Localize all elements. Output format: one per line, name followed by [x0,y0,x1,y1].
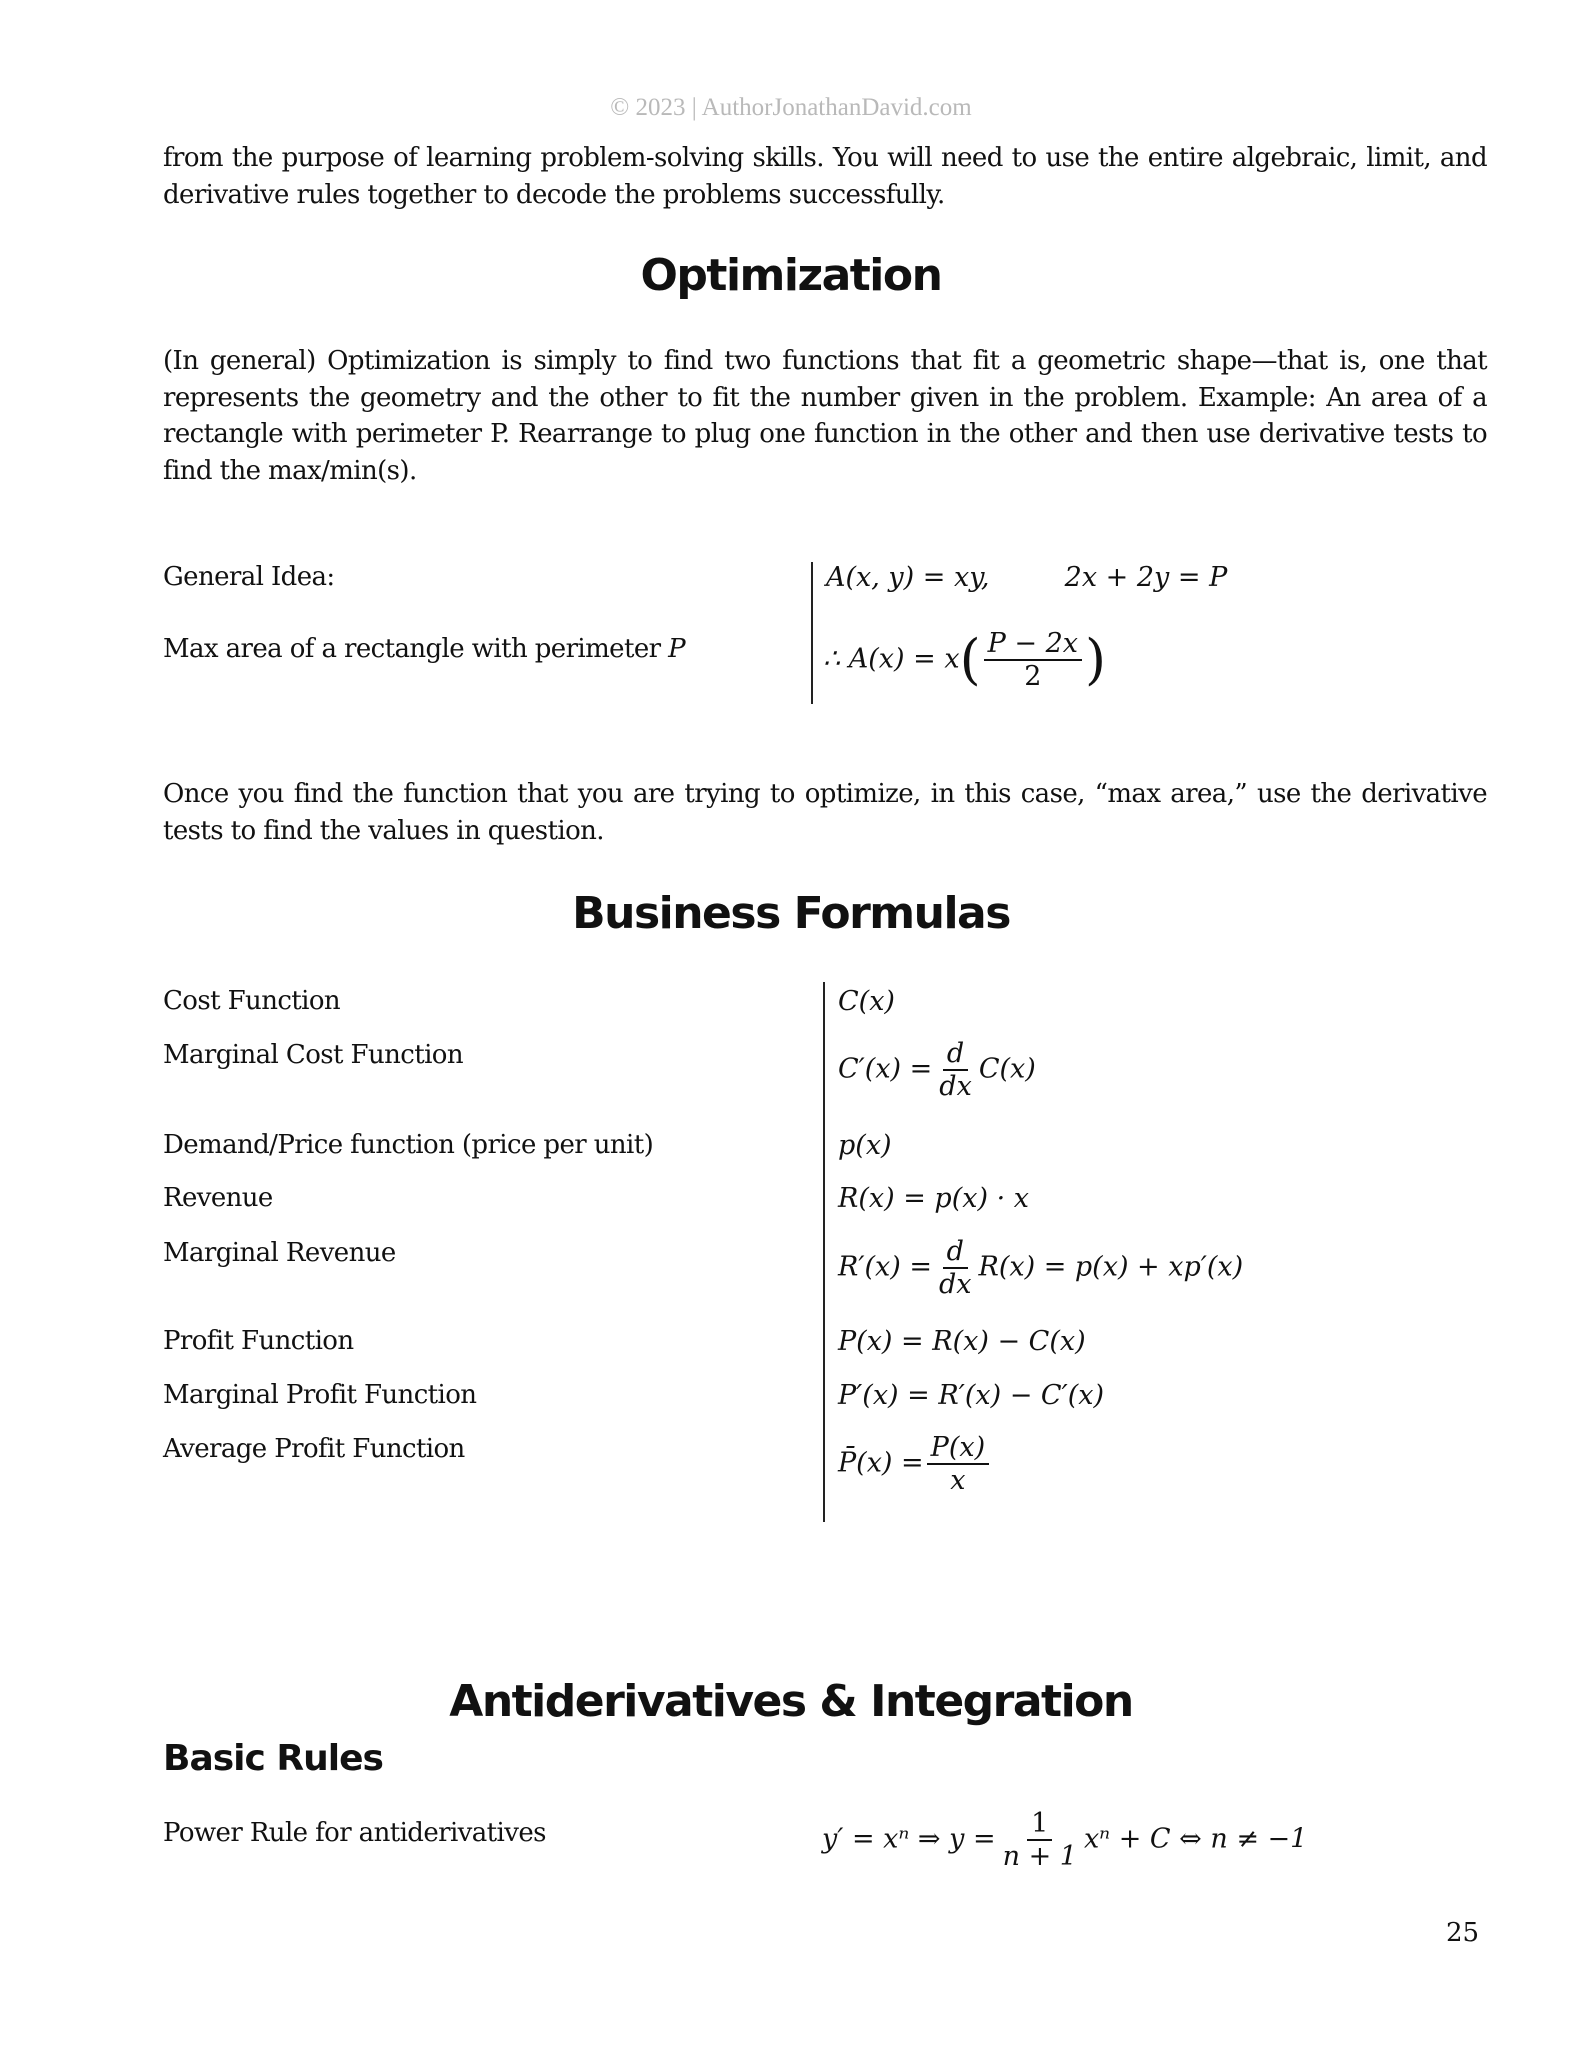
row-label-average-profit: Average Profit Function [163,1434,465,1464]
row-label-profit: Profit Function [163,1326,354,1356]
formula-lhs: y′ = xⁿ ⇒ y = [822,1823,996,1855]
example-label-text: Max area of a rectangle with perimeter [163,634,661,664]
fraction-denominator: 2 [1024,661,1042,693]
formula-rhs: xⁿ + C ⇔ n ≠ −1 [1083,1823,1308,1855]
substituted-fraction [984,628,1082,692]
formula-demand: p(x) [838,1130,892,1161]
fraction-numerator: d [943,1236,968,1269]
optimization-equation-2: ∴ A(x) = x( $\frac{P - 2x}{2}$ ) [823,628,1107,693]
page-number: 25 [1446,1918,1480,1948]
fraction-numerator: d [943,1038,968,1071]
intro-paragraph: from the purpose of learning problem-solving skills. You will need to use the entire algebraic, limit, and derivative rules together to decode the problems successfully. [163,143,1487,210]
formula-lhs: P̄(x) = [838,1447,924,1479]
optimization-description: (In general) Optimization is simply to find two functions that fit a geometric shape—that is, one that represents the geometry and the other to fit the number given in the problem. Example: An area of a rectangle with perimeter P. Rearrange to plug one function in the other and then use derivative tests to find the max/min(s). [163,346,1487,486]
formula-average-profit [838,1432,992,1496]
fraction-denominator: dx [938,1269,972,1301]
perimeter-equation: 2x + 2y = P [1064,562,1228,593]
formula-lhs: C′(x) = [838,1053,933,1085]
fraction-denominator: dx [939,1071,972,1103]
formula-marginal-cost [838,1038,1036,1102]
example-label-var: P [668,634,686,664]
formula-marginal-revenue [838,1236,1243,1300]
fraction-numerator: 1 [1027,1808,1052,1841]
business-formulas-heading: Business Formulas [572,888,1010,939]
optimization-divider [811,562,813,704]
formula-lhs: R′(x) = [838,1251,932,1283]
antiderivatives-heading: Antiderivatives & Integration [449,1676,1133,1727]
fraction-denominator: n + 1 [1002,1841,1077,1873]
row-label-marginal-cost: Marginal Cost Function [163,1040,463,1070]
row-label-revenue: Revenue [163,1183,273,1213]
power-rule-formula [822,1808,1307,1872]
copyright-header: © 2023 | AuthorJonathanDavid.com [610,94,972,121]
formula-marginal-profit: P′(x) = R′(x) − C′(x) [838,1380,1105,1411]
row-label-marginal-revenue: Marginal Revenue [163,1238,396,1268]
example-label [163,634,685,664]
power-rule-label: Power Rule for antiderivatives [163,1818,546,1848]
formula-cost: C(x) [838,986,895,1017]
formula-rhs: C(x) [978,1053,1036,1085]
substituted-area-prefix: ∴ A(x) = x [823,643,960,675]
fraction-denominator: x [950,1465,966,1497]
business-divider [823,982,825,1522]
formula-profit: P(x) = R(x) − C(x) [838,1326,1086,1357]
optimization-heading: Optimization [640,250,942,301]
row-label-demand: Demand/Price function (price per unit) [163,1130,654,1160]
formula-revenue: R(x) = p(x) · x [838,1183,1029,1214]
basic-rules-subheading: Basic Rules [163,1738,383,1779]
fraction-numerator: P(x) [927,1432,989,1465]
formula-rhs: R(x) = p(x) + xp′(x) [978,1251,1244,1283]
optimization-equation-1 [826,562,1227,593]
general-idea-label: General Idea: [163,562,335,592]
optimization-conclusion: Once you find the function that you are trying to optimize, in this case, “max area,” use the derivative tests to find the values in question. [163,779,1487,846]
row-label-marginal-profit: Marginal Profit Function [163,1380,477,1410]
fraction-numerator: P − 2x [984,628,1082,661]
row-label-cost: Cost Function [163,986,341,1016]
area-equation: A(x, y) = xy, [826,562,990,593]
